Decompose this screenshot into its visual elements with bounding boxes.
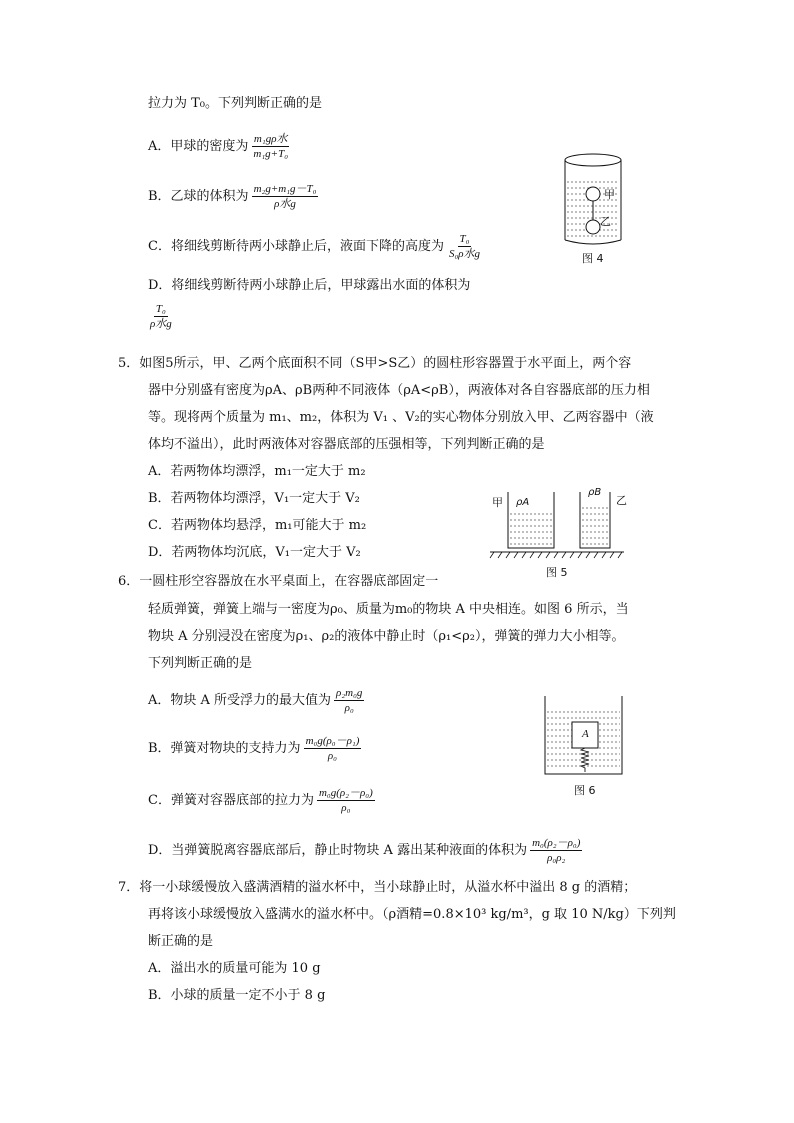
fraction-numerator: T₀ xyxy=(155,303,166,315)
q6-line-2: 轻质弹簧，弹簧上端与一密度为ρ₀、质量为m₀的物块 A 中央相连。如图 6 所示，当 xyxy=(148,602,629,617)
fraction-numerator: m₀g(ρ₂－ρ₀) xyxy=(318,787,373,799)
q6-line-1: 6．一圆柱形空容器放在水平桌面上，在容器底部固定一 xyxy=(118,574,439,589)
q4-option-d-fraction-line xyxy=(148,302,174,331)
q6-option-d-text: D．当弹簧脱离容器底部后，静止时物块 A 露出某种液面的体积为 xyxy=(148,843,528,858)
q6-option-d xyxy=(148,836,582,865)
q5-line-2: 器中分别盛有密度为ρA、ρB两种不同液体（ρA<ρB），两液体对各自容器底部的压力相 xyxy=(148,383,650,398)
q5-option-c: C．若两物体均悬浮，m₁可能大于 m₂ xyxy=(148,518,367,533)
figure-5-rho-a: ρA xyxy=(516,497,530,508)
q5-option-b: B．若两物体均漂浮，V₁一定大于 V₂ xyxy=(148,491,360,506)
q7-line-1: 7．将一小球缓慢放入盛满酒精的溢水杯中，当小球静止时，从溢水杯中溢出 8 g 的酒精； xyxy=(118,880,637,895)
figure-5-label-jia: 甲 xyxy=(492,496,503,509)
figure-5-caption: 图 5 xyxy=(546,566,568,579)
q6-option-c-text: C．弹簧对容器底部的拉力为 xyxy=(148,793,314,808)
fraction-denominator: m₁g+T₀ xyxy=(253,148,289,160)
q5-option-a: A．若两物体均漂浮，m₁一定大于 m₂ xyxy=(148,464,366,479)
fraction-numerator: T₀ xyxy=(459,233,470,245)
q4-option-a-fraction xyxy=(251,132,290,161)
fraction-denominator: ρ水g xyxy=(150,318,172,330)
fraction-denominator: ρ₀ xyxy=(327,750,338,762)
q6-option-c xyxy=(148,786,375,815)
q6-option-a xyxy=(148,686,364,715)
figure-5-diagram xyxy=(488,484,628,562)
fraction-numerator: m₀g(ρ₀－ρ₁) xyxy=(305,735,360,747)
q7-option-b: B．小球的质量一定不小于 8 g xyxy=(148,988,326,1003)
fraction-denominator: ρ₀ρ₂ xyxy=(547,852,566,864)
q4-option-b-fraction xyxy=(252,182,319,211)
fraction-numerator: m₂g+m₁g－T₀ xyxy=(253,183,317,195)
q4-option-c xyxy=(148,232,482,261)
figure-4-caption: 图 4 xyxy=(582,252,604,265)
fraction-denominator: ρ₀ xyxy=(341,802,351,814)
q7-line-2: 再将该小球缓慢放入盛满水的溢水杯中。（ρ酒精=0.8×10³ kg/m³，g 取 10 N/kg）下列判 xyxy=(148,907,676,922)
q7-option-a: A．溢出水的质量可能为 10 g xyxy=(148,961,321,976)
q6-option-b xyxy=(148,734,361,763)
q4-option-a-text: A．甲球的密度为 xyxy=(148,139,249,154)
q6-option-a-text: A．物块 A 所受浮力的最大值为 xyxy=(148,693,332,708)
q6-line-4: 下列判断正确的是 xyxy=(148,656,253,671)
q5-line-3: 等。现将两个质量为 m₁、m₂，体积为 V₁ 、V₂的实心物体分别放入甲、乙两容器中（液 xyxy=(148,410,654,425)
q4-option-c-fraction xyxy=(447,232,482,261)
figure-4-label-jia: 甲 xyxy=(604,188,615,201)
figure-4-diagram xyxy=(560,148,630,248)
figure-5-rho-b: ρB xyxy=(588,487,602,498)
q6-option-b-fraction xyxy=(304,734,362,763)
q7-line-3: 断正确的是 xyxy=(148,934,214,949)
figure-5-label-yi: 乙 xyxy=(616,494,627,507)
fraction-denominator: S₀ρ水g xyxy=(448,248,481,260)
q6-option-a-fraction xyxy=(334,686,364,715)
q4-stem-end: 拉力为 T₀。下列判断正确的是 xyxy=(148,96,323,111)
q6-line-3: 物块 A 分别浸没在密度为ρ₁、ρ₂的液体中静止时（ρ₁<ρ₂），弹簧的弹力大小相等。 xyxy=(148,629,625,644)
q6-option-b-text: B．弹簧对物块的支持力为 xyxy=(148,741,301,756)
figure-6-caption: 图 6 xyxy=(574,784,596,797)
fraction-denominator: ρ水g xyxy=(274,198,296,210)
fraction-numerator: ρ₂m₀g xyxy=(336,687,363,699)
q6-option-c-fraction xyxy=(317,786,375,815)
q4-option-d: D．将细线剪断待两小球静止后，甲球露出水面的体积为 xyxy=(148,278,471,293)
fraction-numerator: m₀(ρ₂－ρ₀) xyxy=(532,837,581,849)
q5-option-d: D．若两物体均沉底，V₁一定大于 V₂ xyxy=(148,545,361,560)
q4-option-d-fraction xyxy=(148,302,174,331)
q5-line-4: 体均不溢出），此时两液体对容器底部的压强相等，下列判断正确的是 xyxy=(148,437,545,452)
figure-4-label-yi: 乙 xyxy=(600,215,611,228)
q4-option-a xyxy=(148,132,290,161)
fraction-denominator: ρ₀ xyxy=(344,702,354,714)
figure-6-label-a: A xyxy=(582,728,589,740)
q4-option-b-text: B．乙球的体积为 xyxy=(148,189,249,204)
q4-option-b xyxy=(148,182,318,211)
q4-option-c-text: C．将细线剪断待两小球静止后，液面下降的高度为 xyxy=(148,239,444,254)
fraction-numerator: m₁gρ水 xyxy=(253,133,288,145)
q6-option-d-fraction xyxy=(530,836,582,865)
q5-line-1: 5．如图5所示，甲、乙两个底面积不同（S甲>S乙）的圆柱形容器置于水平面上，两个容 xyxy=(118,356,632,371)
